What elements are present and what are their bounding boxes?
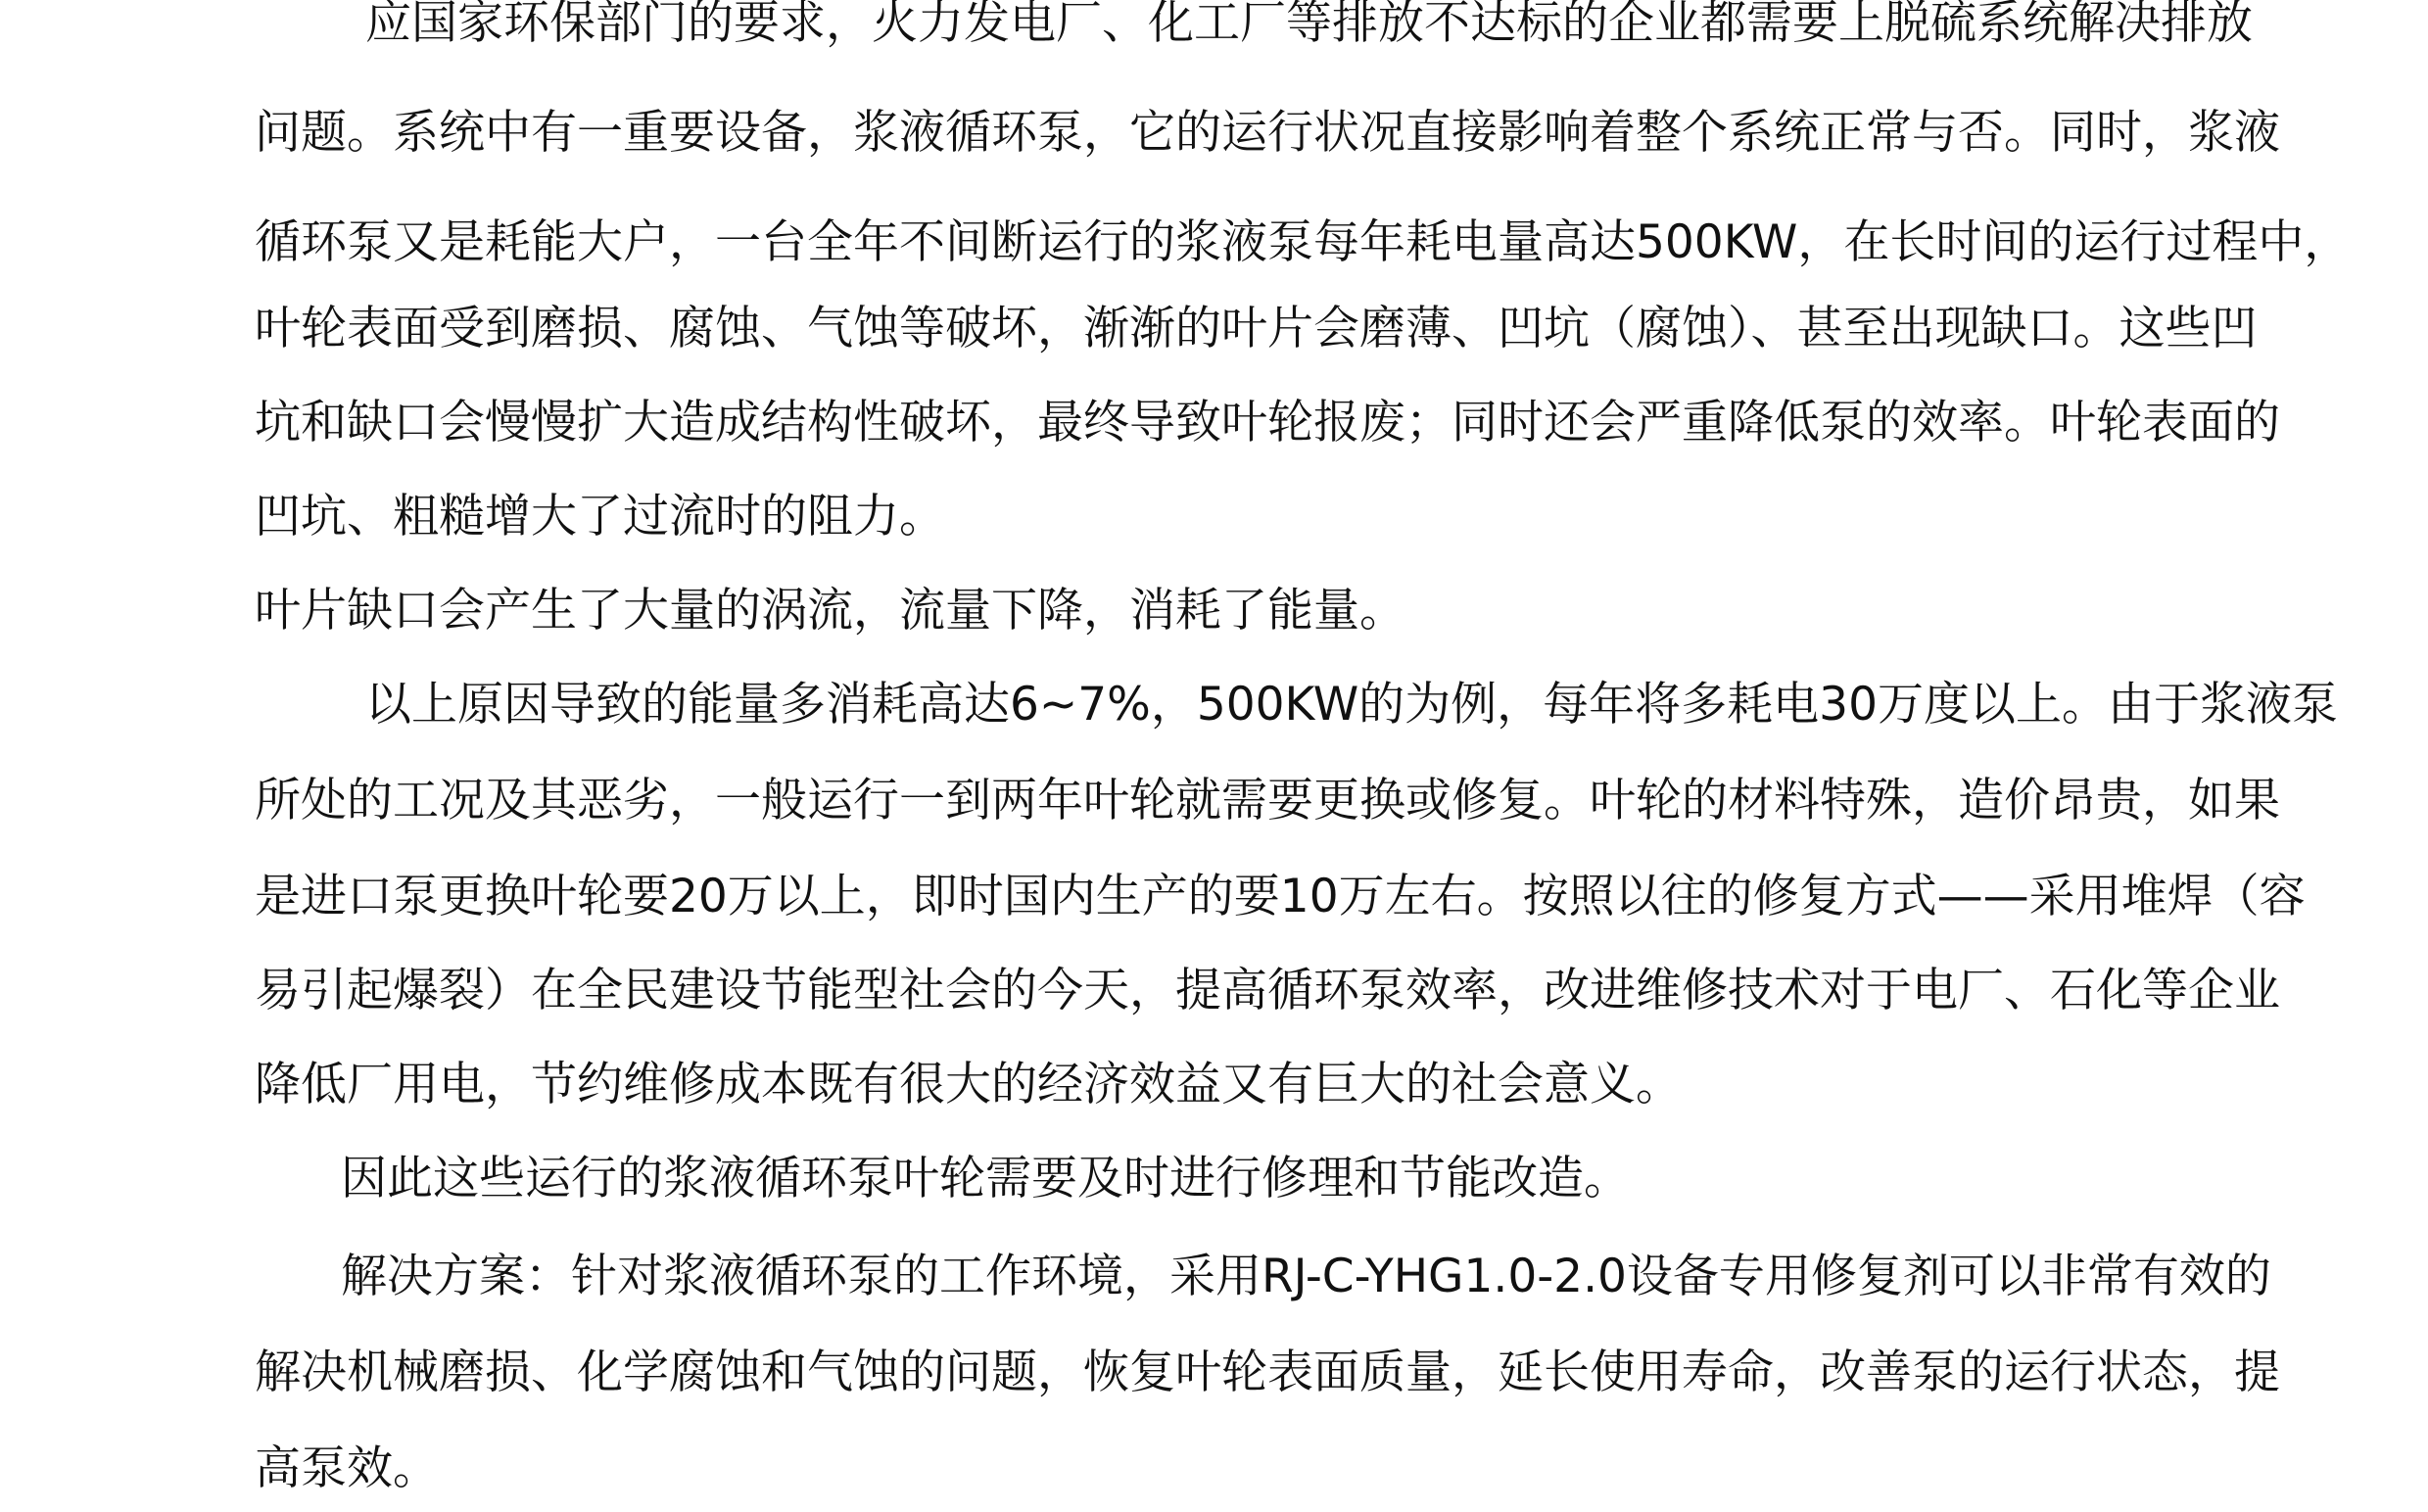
- paragraph-3-line-5: 降低厂用电，节约维修成本既有很大的经济效益又有巨大的社会意义。: [255, 1058, 1682, 1111]
- paragraph-1-line-4: 叶轮表面受到磨损、腐蚀、气蚀等破坏，渐渐的叶片会磨薄、凹坑（腐蚀）、甚至出现缺口。这些凹: [255, 302, 2258, 355]
- paragraph-3-line-3: 是进口泵更换叶轮要20万以上，即时国内生产的要10万左右。按照以往的修复方式——采用堆焊（容: [255, 870, 2306, 923]
- paragraph-1-line-2: 问题。系统中有一重要设备，浆液循环泵，它的运行状况直接影响着整个系统正常与否。同时，浆液: [255, 106, 2280, 160]
- paragraph-5-line-2: 解决机械磨损、化学腐蚀和气蚀的问题，恢复叶轮表面质量，延长使用寿命，改善泵的运行状态，提: [255, 1346, 2280, 1399]
- paragraph-5-line-1: 解决方案：针对浆液循环泵的工作环境，采用RJ-C-YHG1.0-2.0设备专用修复剂可以非常有效的: [341, 1250, 2271, 1303]
- paragraph-1-line-1: 应国家环保部门的要求，火力发电厂、化工厂等排放不达标的企业都需要上脱硫系统解决排放: [365, 0, 2253, 50]
- paragraph-3-line-4: 易引起爆裂）在全民建设节能型社会的今天，提高循环泵效率，改进维修技术对于电厂、石化等企业: [255, 964, 2280, 1017]
- paragraph-3-line-2: 所处的工况及其恶劣，一般运行一到两年叶轮就需要更换或修复。叶轮的材料特殊，造价昂贵，如果: [255, 774, 2280, 827]
- paragraph-2-line-1: 叶片缺口会产生了大量的涡流，流量下降，消耗了能量。: [255, 584, 1405, 638]
- paragraph-1-line-5: 坑和缺口会慢慢扩大造成结构性破坏，最终导致叶轮报废；同时还会严重降低泵的效率。叶轮表面的: [255, 396, 2280, 449]
- paragraph-4-line-1: 因此这些运行的浆液循环泵叶轮需要及时进行修理和节能改造。: [341, 1152, 1630, 1205]
- paragraph-3-line-1: 以上原因导致的能量多消耗高达6~7%，500KW的为例，每年将多耗电30万度以上。由于浆液泵: [365, 678, 2338, 732]
- paragraph-1-line-3: 循环泵又是耗能大户，一台全年不间断运行的浆液泵每年耗电量高达500KW，在长时间的运行过程中，: [255, 215, 2351, 269]
- paragraph-5-line-3: 高泵效。: [255, 1441, 439, 1495]
- paragraph-1-line-6: 凹坑、粗糙增大了过流时的阻力。: [255, 490, 945, 543]
